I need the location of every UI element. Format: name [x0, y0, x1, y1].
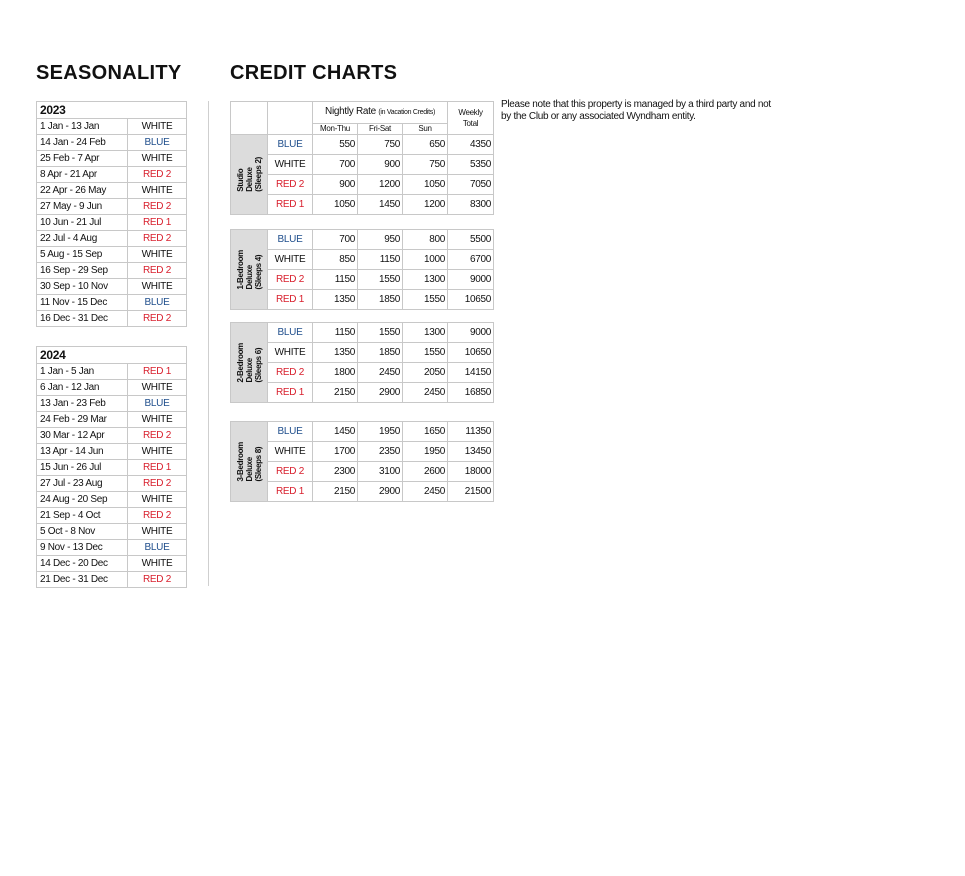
credit-season: WHITE	[268, 343, 313, 363]
credit-mon-thu: 550	[313, 135, 358, 155]
credit-season: RED 1	[268, 290, 313, 310]
credit-mon-thu: 700	[313, 155, 358, 175]
season-row	[37, 460, 187, 476]
season-name: WHITE	[128, 119, 187, 135]
season-name: RED 2	[128, 428, 187, 444]
unit-type-label	[231, 323, 268, 403]
credit-season: RED 1	[268, 383, 313, 403]
credit-fri-sat: 1200	[358, 175, 403, 195]
season-row	[37, 279, 187, 295]
credit-fri-sat: 950	[358, 230, 403, 250]
season-name: BLUE	[128, 295, 187, 311]
season-name: RED 2	[128, 231, 187, 247]
credit-mon-thu: 850	[313, 250, 358, 270]
credit-sun: 2450	[403, 383, 448, 403]
credit-mon-thu: 700	[313, 230, 358, 250]
credit-row	[231, 270, 494, 290]
credit-season: BLUE	[268, 135, 313, 155]
credit-fri-sat: 2450	[358, 363, 403, 383]
credit-weekly-total: 11350	[448, 422, 494, 442]
season-dates: 11 Nov - 15 Dec	[37, 295, 128, 311]
credit-fri-sat: 3100	[358, 462, 403, 482]
credit-season: RED 2	[268, 462, 313, 482]
season-name: RED 1	[128, 364, 187, 380]
credit-sun: 1300	[403, 270, 448, 290]
credit-sun: 750	[403, 155, 448, 175]
credit-sun: 1200	[403, 195, 448, 215]
credit-season: RED 2	[268, 175, 313, 195]
credit-mon-thu: 1700	[313, 442, 358, 462]
seasonality-table-2023	[36, 101, 187, 327]
season-dates: 24 Feb - 29 Mar	[37, 412, 128, 428]
credit-mon-thu: 1150	[313, 323, 358, 343]
credit-mon-thu: 1450	[313, 422, 358, 442]
season-row	[37, 396, 187, 412]
credit-sun: 2450	[403, 482, 448, 502]
season-name: WHITE	[128, 380, 187, 396]
credit-season: RED 1	[268, 195, 313, 215]
credit-fri-sat: 1150	[358, 250, 403, 270]
season-row	[37, 247, 187, 263]
mon-thu-header: Mon-Thu	[313, 124, 358, 135]
credit-charts-heading: CREDIT CHARTS	[230, 62, 398, 84]
season-dates: 1 Jan - 13 Jan	[37, 119, 128, 135]
season-dates: 6 Jan - 12 Jan	[37, 380, 128, 396]
credit-row	[231, 422, 494, 442]
year-label: 2024	[37, 347, 187, 364]
credit-fri-sat: 900	[358, 155, 403, 175]
credit-row	[231, 462, 494, 482]
credit-sun: 1000	[403, 250, 448, 270]
unit-type-label	[231, 135, 268, 215]
weekly-total-header: Weekly Total	[448, 102, 494, 135]
credit-sun: 2600	[403, 462, 448, 482]
season-name: RED 2	[128, 167, 187, 183]
season-row	[37, 183, 187, 199]
season-dates: 27 Jul - 23 Aug	[37, 476, 128, 492]
seasonality-table-2024	[36, 346, 187, 588]
credit-weekly-total: 7050	[448, 175, 494, 195]
credit-fri-sat: 2900	[358, 383, 403, 403]
credit-chart-header	[230, 101, 494, 135]
credit-mon-thu: 1350	[313, 343, 358, 363]
credit-chart-2-bedroom-deluxe	[230, 322, 494, 403]
credit-weekly-total: 5350	[448, 155, 494, 175]
credit-sun: 1550	[403, 343, 448, 363]
season-dates: 22 Apr - 26 May	[37, 183, 128, 199]
season-dates: 13 Apr - 14 Jun	[37, 444, 128, 460]
season-name: RED 2	[128, 508, 187, 524]
column-divider	[208, 101, 209, 586]
year-label: 2023	[37, 102, 187, 119]
credit-sun: 1300	[403, 323, 448, 343]
season-dates: 8 Apr - 21 Apr	[37, 167, 128, 183]
season-row	[37, 556, 187, 572]
season-name: BLUE	[128, 540, 187, 556]
credit-fri-sat: 1850	[358, 290, 403, 310]
credit-weekly-total: 10650	[448, 290, 494, 310]
credit-row	[231, 250, 494, 270]
credit-row	[231, 230, 494, 250]
nightly-rate-header	[313, 102, 448, 124]
credit-mon-thu: 2150	[313, 482, 358, 502]
season-row	[37, 119, 187, 135]
season-row	[37, 135, 187, 151]
credit-mon-thu: 2300	[313, 462, 358, 482]
unit-type-text: Studio Deluxe (Sleeps 2)	[235, 157, 263, 192]
credit-sun: 650	[403, 135, 448, 155]
credit-row	[231, 175, 494, 195]
season-name: RED 1	[128, 460, 187, 476]
season-name: BLUE	[128, 396, 187, 412]
season-dates: 22 Jul - 4 Aug	[37, 231, 128, 247]
season-name: RED 1	[128, 215, 187, 231]
season-row	[37, 167, 187, 183]
season-dates: 5 Oct - 8 Nov	[37, 524, 128, 540]
season-name: RED 2	[128, 199, 187, 215]
season-name: RED 2	[128, 476, 187, 492]
season-dates: 30 Sep - 10 Nov	[37, 279, 128, 295]
season-row	[37, 215, 187, 231]
season-row	[37, 295, 187, 311]
credit-weekly-total: 6700	[448, 250, 494, 270]
unit-type-label	[231, 230, 268, 310]
season-row	[37, 263, 187, 279]
unit-type-text: 3-Bedroom Deluxe (Sleeps 8)	[235, 441, 263, 482]
season-row	[37, 380, 187, 396]
season-row	[37, 572, 187, 588]
credit-row	[231, 482, 494, 502]
season-row	[37, 524, 187, 540]
credit-mon-thu: 900	[313, 175, 358, 195]
season-dates: 24 Aug - 20 Sep	[37, 492, 128, 508]
season-dates: 1 Jan - 5 Jan	[37, 364, 128, 380]
third-party-note: Please note that this property is managed by a third party and not by the Club or any associated Wyndham entity.	[501, 99, 771, 122]
season-name: RED 2	[128, 311, 187, 327]
season-row	[37, 231, 187, 247]
credit-fri-sat: 1550	[358, 270, 403, 290]
season-name: WHITE	[128, 492, 187, 508]
season-dates: 14 Dec - 20 Dec	[37, 556, 128, 572]
credit-sun: 1050	[403, 175, 448, 195]
credit-row	[231, 343, 494, 363]
credit-weekly-total: 4350	[448, 135, 494, 155]
season-name: WHITE	[128, 151, 187, 167]
credit-row	[231, 442, 494, 462]
credit-season: RED 2	[268, 270, 313, 290]
credit-season: WHITE	[268, 442, 313, 462]
credit-fri-sat: 750	[358, 135, 403, 155]
credit-row	[231, 135, 494, 155]
credit-season: BLUE	[268, 230, 313, 250]
credit-chart-1-bedroom-deluxe	[230, 229, 494, 310]
credit-weekly-total: 16850	[448, 383, 494, 403]
season-dates: 10 Jun - 21 Jul	[37, 215, 128, 231]
season-row	[37, 492, 187, 508]
season-row	[37, 199, 187, 215]
season-name: WHITE	[128, 412, 187, 428]
season-row	[37, 444, 187, 460]
credit-weekly-total: 5500	[448, 230, 494, 250]
season-name: BLUE	[128, 135, 187, 151]
credit-weekly-total: 10650	[448, 343, 494, 363]
credit-fri-sat: 2900	[358, 482, 403, 502]
credit-mon-thu: 1050	[313, 195, 358, 215]
credit-row	[231, 323, 494, 343]
credit-sun: 1950	[403, 442, 448, 462]
unit-type-text: 1-Bedroom Deluxe (Sleeps 4)	[235, 249, 263, 290]
credit-chart-3-bedroom-deluxe	[230, 421, 494, 502]
credit-row	[231, 383, 494, 403]
season-name: WHITE	[128, 279, 187, 295]
season-dates: 5 Aug - 15 Sep	[37, 247, 128, 263]
season-dates: 14 Jan - 24 Feb	[37, 135, 128, 151]
credit-fri-sat: 1950	[358, 422, 403, 442]
header-blank	[231, 102, 268, 135]
nightly-rate-label: Nightly Rate	[325, 106, 376, 117]
credit-row	[231, 195, 494, 215]
season-name: WHITE	[128, 524, 187, 540]
season-dates: 30 Mar - 12 Apr	[37, 428, 128, 444]
season-row	[37, 412, 187, 428]
season-dates: 13 Jan - 23 Feb	[37, 396, 128, 412]
season-name: RED 2	[128, 263, 187, 279]
season-dates: 25 Feb - 7 Apr	[37, 151, 128, 167]
header-blank	[268, 102, 313, 135]
season-dates: 9 Nov - 13 Dec	[37, 540, 128, 556]
credit-weekly-total: 9000	[448, 323, 494, 343]
season-row	[37, 540, 187, 556]
credit-season: RED 1	[268, 482, 313, 502]
season-row	[37, 311, 187, 327]
credit-weekly-total: 18000	[448, 462, 494, 482]
season-dates: 16 Sep - 29 Sep	[37, 263, 128, 279]
season-name: RED 2	[128, 572, 187, 588]
credit-row	[231, 363, 494, 383]
season-name: WHITE	[128, 183, 187, 199]
credit-row	[231, 290, 494, 310]
season-name: WHITE	[128, 556, 187, 572]
season-dates: 27 May - 9 Jun	[37, 199, 128, 215]
season-dates: 15 Jun - 26 Jul	[37, 460, 128, 476]
season-row	[37, 476, 187, 492]
credit-season: BLUE	[268, 422, 313, 442]
credit-weekly-total: 14150	[448, 363, 494, 383]
season-dates: 21 Sep - 4 Oct	[37, 508, 128, 524]
credit-sun: 1650	[403, 422, 448, 442]
credit-sun: 800	[403, 230, 448, 250]
credit-sun: 1550	[403, 290, 448, 310]
credit-mon-thu: 1350	[313, 290, 358, 310]
credit-fri-sat: 2350	[358, 442, 403, 462]
credit-fri-sat: 1450	[358, 195, 403, 215]
nightly-rate-note: (in Vacation Credits)	[378, 109, 435, 116]
season-row	[37, 364, 187, 380]
credit-mon-thu: 1800	[313, 363, 358, 383]
credit-weekly-total: 13450	[448, 442, 494, 462]
credit-season: RED 2	[268, 363, 313, 383]
seasonality-heading: SEASONALITY	[36, 62, 182, 84]
credit-weekly-total: 8300	[448, 195, 494, 215]
season-name: WHITE	[128, 444, 187, 460]
season-row	[37, 508, 187, 524]
season-row	[37, 151, 187, 167]
season-name: WHITE	[128, 247, 187, 263]
credit-fri-sat: 1550	[358, 323, 403, 343]
credit-season: WHITE	[268, 250, 313, 270]
credit-mon-thu: 2150	[313, 383, 358, 403]
season-row	[37, 428, 187, 444]
season-dates: 16 Dec - 31 Dec	[37, 311, 128, 327]
credit-weekly-total: 9000	[448, 270, 494, 290]
fri-sat-header: Fri-Sat	[358, 124, 403, 135]
unit-type-text: 2-Bedroom Deluxe (Sleeps 6)	[235, 342, 263, 383]
unit-type-label	[231, 422, 268, 502]
credit-fri-sat: 1850	[358, 343, 403, 363]
credit-season: WHITE	[268, 155, 313, 175]
credit-season: BLUE	[268, 323, 313, 343]
season-dates: 21 Dec - 31 Dec	[37, 572, 128, 588]
credit-row	[231, 155, 494, 175]
credit-weekly-total: 21500	[448, 482, 494, 502]
credit-sun: 2050	[403, 363, 448, 383]
sun-header: Sun	[403, 124, 448, 135]
credit-chart-studio-deluxe	[230, 134, 494, 215]
credit-mon-thu: 1150	[313, 270, 358, 290]
